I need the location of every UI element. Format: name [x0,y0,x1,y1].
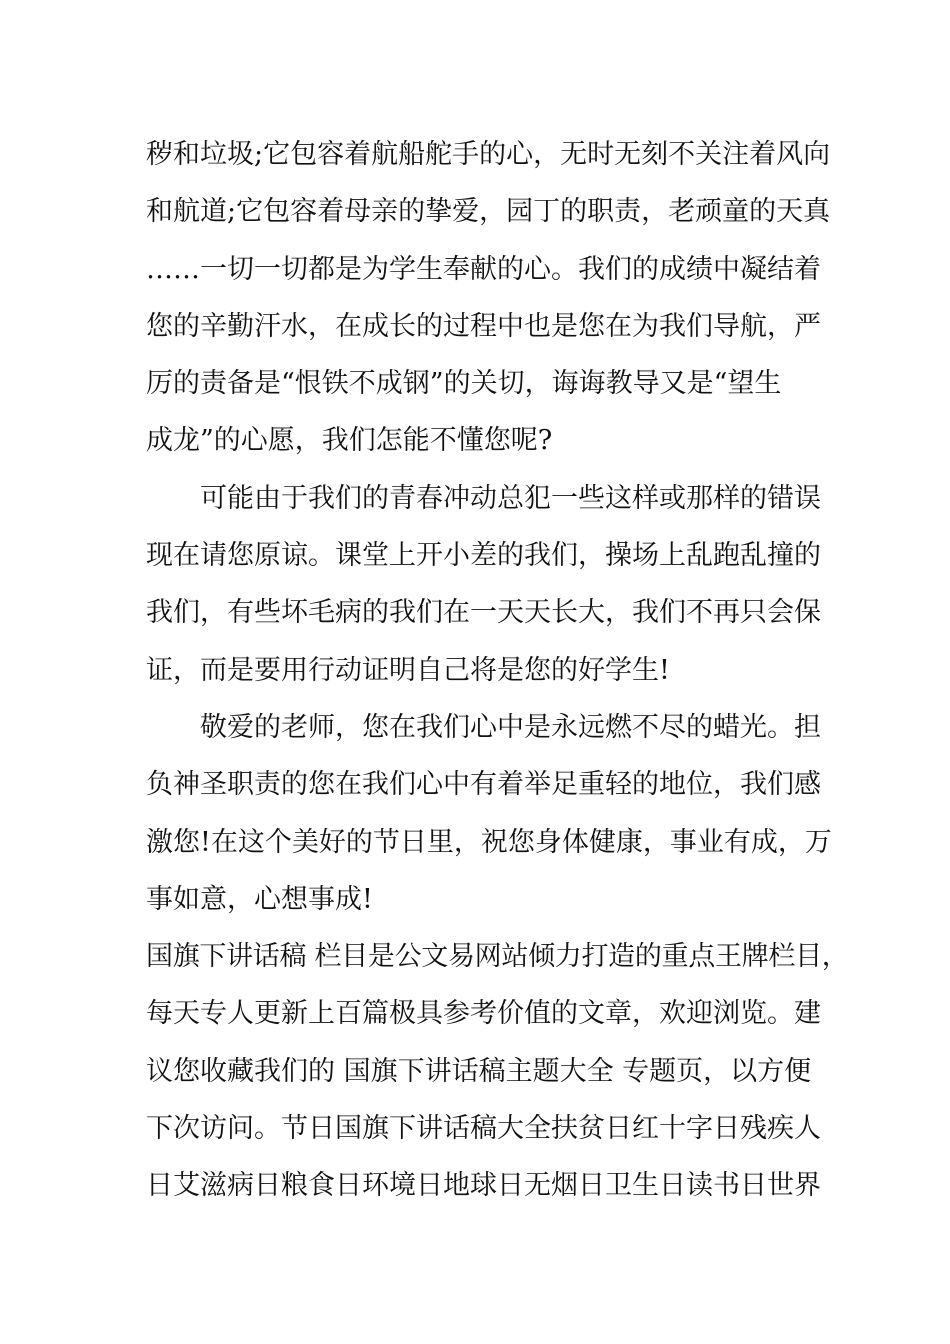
site-note-line: 议您收藏我们的 国旗下讲话稿主题大全 专题页，以方便 [146,1055,812,1087]
text-line: 我们，有些坏毛病的我们在一天天长大，我们不再只会保 [146,597,821,629]
text-line: 和航道;它包容着母亲的挚爱，园丁的职责，老顽童的天真 [146,196,831,228]
site-note-line: 国旗下讲话稿 栏目是公文易网站倾力打造的重点王牌栏目， [146,941,849,973]
paragraph-start-line: 可能由于我们的青春冲动总犯一些这样或那样的错误 [200,482,821,514]
document-body [146,126,849,1215]
text-line: 激您!在这个美好的节日里，祝您身体健康，事业有成，万 [146,826,832,858]
site-note-line: 下次访问。节日国旗下讲话稿大全扶贫日红十字日残疾人 [146,1113,821,1145]
paragraph-start-line: 敬爱的老师，您在我们心中是永远燃不尽的蜡光。担 [200,711,821,743]
text-line: 厉的责备是“恨铁不成钢”的关切，诲诲教导又是“望生 [146,368,782,400]
site-note-line: 日艾滋病日粮食日环境日地球日无烟日卫生日读书日世界 [146,1170,821,1202]
text-line: 负神圣职责的您在我们心中有着举足重轻的地位，我们感 [146,769,821,801]
text-line: 事如意，心想事成! [146,883,373,915]
text-line: 秽和垃圾;它包容着航船舵手的心，无时无刻不关注着风向 [146,139,831,170]
text-line: 现在请您原谅。课堂上开小差的我们，操场上乱跑乱撞的 [146,540,821,572]
text-line: 证，而是要用行动证明自己将是您的好学生! [146,654,670,686]
text-line: 您的辛勤汗水，在成长的过程中也是您在为我们导航，严 [146,310,821,342]
text-line: ……一切一切都是为学生奉献的心。我们的成绩中凝结着 [146,253,821,285]
text-line: 成龙”的心愿，我们怎能不懂您呢? [146,425,553,457]
site-note-line: 每天专人更新上百篇极具参考价值的文章，欢迎浏览。建 [146,998,821,1030]
